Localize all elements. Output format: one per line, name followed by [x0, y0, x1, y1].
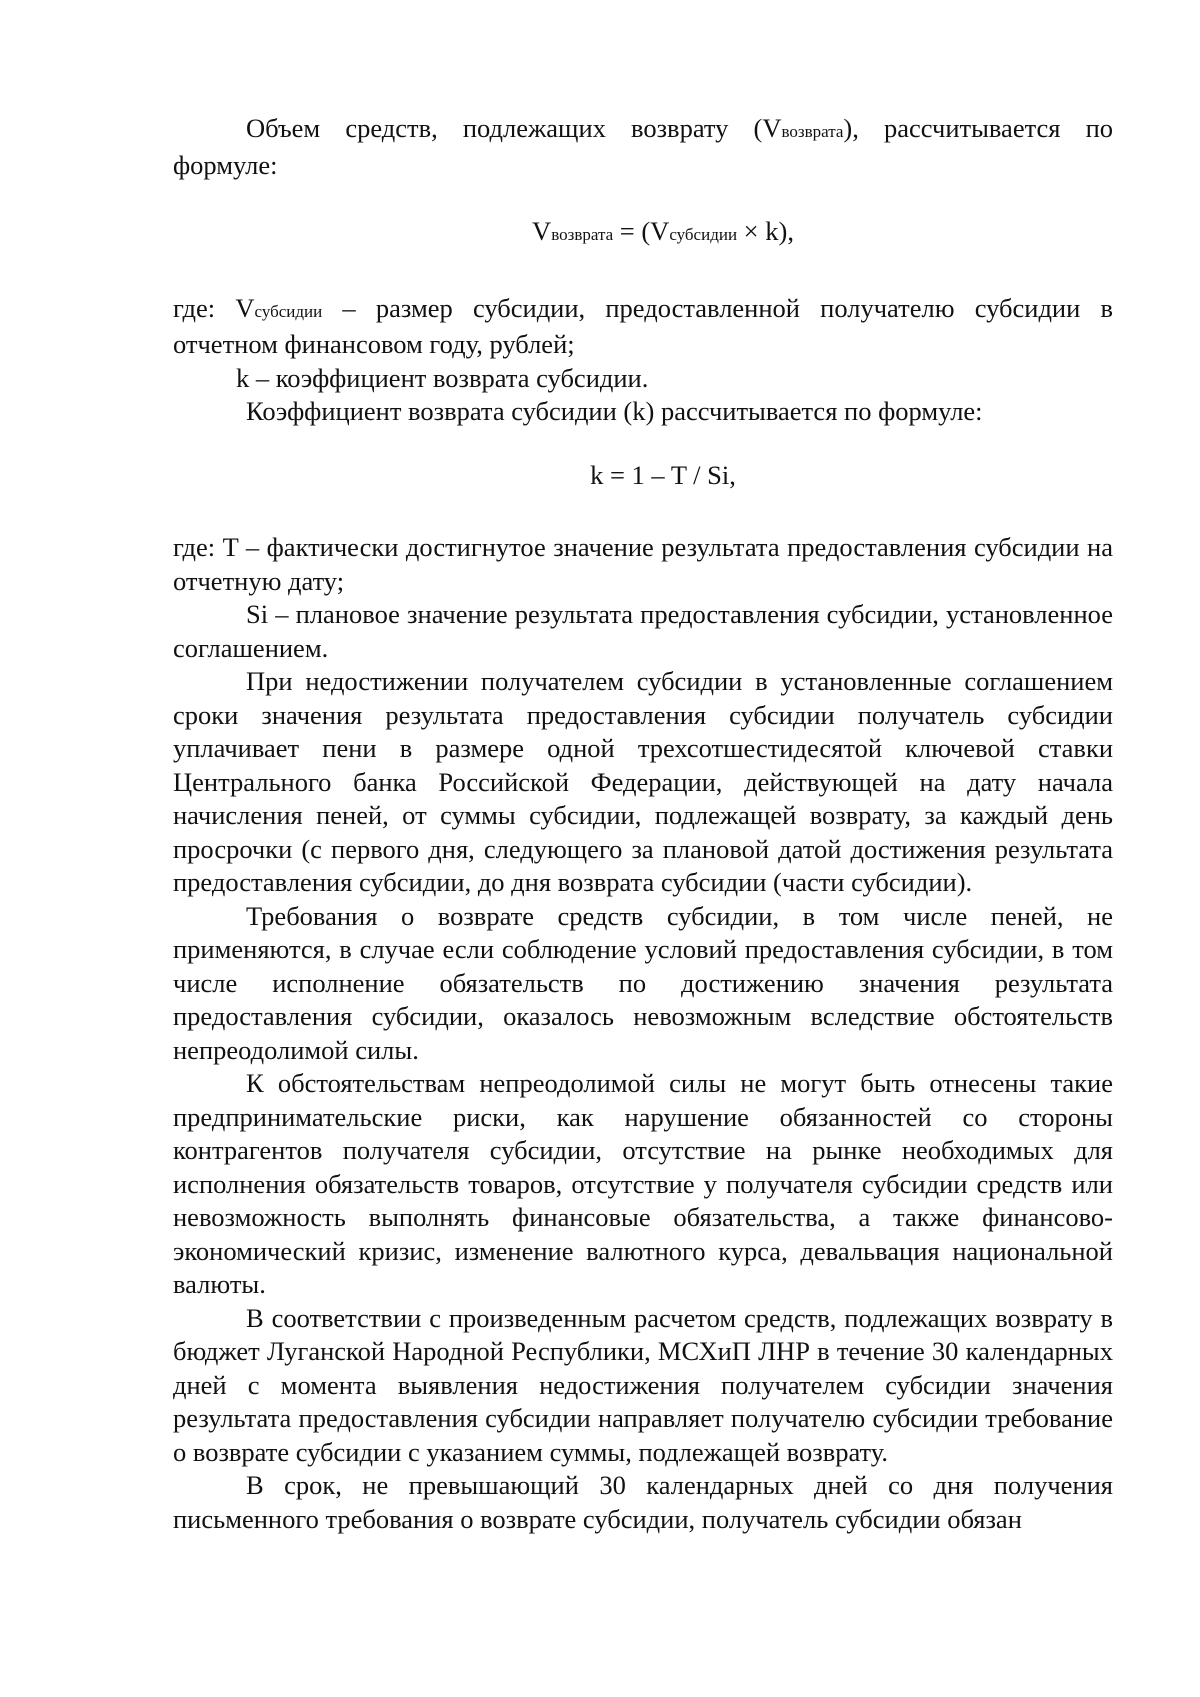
- paragraph-force-majeure: Требования о возврате средств субсидии, в том числе пеней, не применяются, в случае если соблюдение условий предоставления субсидии, в том числе исполнение обязательств по достижению значения результата предоставления субсидии, оказалось невозможным вследствие обстоятельств непреодолимой силы.: [173, 900, 1113, 1065]
- paragraph-penalty: При недостижении получателем субсидии в установленные соглашением сроки значения результата предоставления субсидии получатель субсидии уплачивает пени в размере одной трехсотшестидесятой ключевой ставки Центрального банка Российской Федерации, действующей на дату начала начисления пеней, от суммы субсидии, подлежащей возврату, за каждый день просрочки (с первого дня, следующего за плановой датой достижения результата предоставления субсидии, до дня возврата субсидии (части субсидии).: [173, 666, 1113, 897]
- paragraph-subsidy-definition: где: Vсубсидии – размер субсидии, предоставленной получателю субсидии в отчетном финансовом году, рублей;: [173, 292, 1113, 359]
- paragraph-business-risks: К обстоятельствам непреодолимой силы не могут быть отнесены такие предпринимательские риски, как нарушение обязанностей со стороны контрагентов получателя субсидии, отсутствие на рынке необходимых для исполнения обязательств товаров, отсутствие у получателя субсидии средств или невозможность выполнять финансовые обязательства, а также финансово-экономический кризис, изменение валютного курса, девальвация национальной валюты.: [173, 1068, 1113, 1299]
- paragraph-t-definition: где: T – фактически достигнутое значение результата предоставления субсидии на отчетную дату;: [173, 532, 1113, 596]
- paragraph-k-formula-intro: Коэффициент возврата субсидии (k) рассчитывается по формуле:: [246, 396, 983, 426]
- paragraph-return-deadline: В срок, не превышающий 30 календарных дней со дня получения письменного требования о возврате субсидии, получатель субсидии обязан: [173, 1470, 1113, 1534]
- paragraph-return-volume: Объем средств, подлежащих возврату (Vвозврата), рассчитывается по формуле:: [173, 113, 1113, 180]
- formula-k: k = 1 – T / Si,: [590, 459, 736, 490]
- paragraph-k-definition: k – коэффициент возврата субсидии.: [236, 362, 649, 393]
- paragraph-si-definition: Si – плановое значение результата предоставления субсидии, установленное соглашением.: [173, 599, 1113, 663]
- paragraph-return-requirement: В соответствии с произведенным расчетом средств, подлежащих возврату в бюджет Луганской Народной Республики, МСХиП ЛНР в течение 30 календарных дней с момента выявления недостижения получателем субсидии значения результата предоставления субсидии направляет получателю субсидии требование о возврате субсидии с указанием суммы, подлежащей возврату.: [173, 1302, 1113, 1467]
- formula-return-volume: Vвозврата = (Vсубсидии × k),: [532, 216, 794, 246]
